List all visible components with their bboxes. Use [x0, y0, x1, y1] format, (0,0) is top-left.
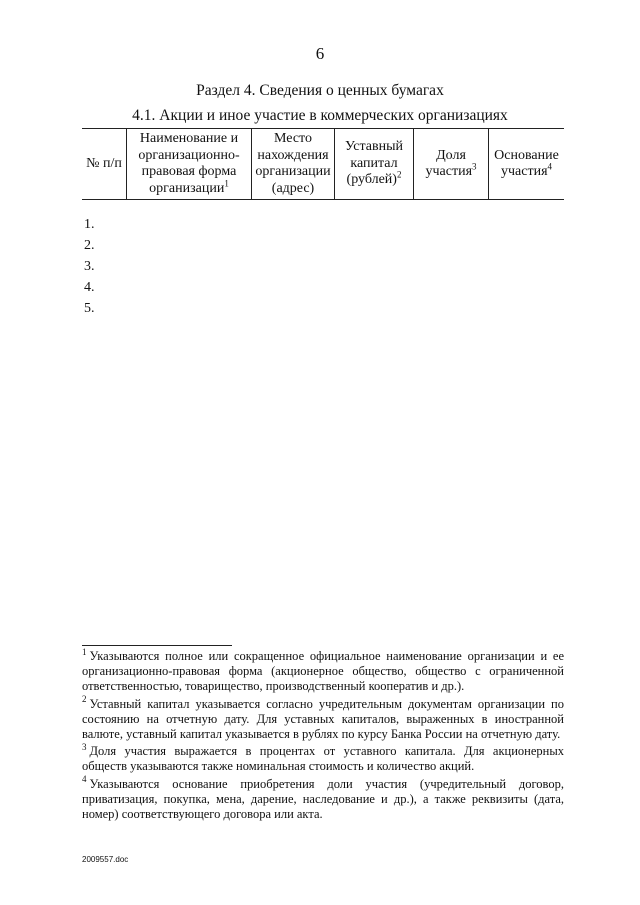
section-title: Раздел 4. Сведения о ценных бумагах	[196, 82, 444, 99]
shares-table	[82, 128, 564, 200]
footnote-ref-1: 1	[224, 177, 229, 188]
table-row: 4.	[84, 280, 95, 295]
footnote-ref-2: 2	[396, 169, 402, 180]
header-organization-name: Наименование и организационно-правовая форма организации$^1$	[127, 129, 252, 200]
table-row: 2.	[84, 238, 95, 253]
header-basis: Основание участия$^4$	[489, 129, 565, 200]
footnote-divider	[82, 645, 232, 646]
table-row: 5.	[84, 301, 95, 316]
footnote-ref-3: 3	[472, 161, 477, 172]
table-row: 1.	[84, 217, 95, 232]
header-capital: Уставный капитал (рублей)$^2$	[335, 129, 414, 200]
header-share: Доля участия$^3$	[414, 129, 489, 200]
row-numbers	[84, 214, 95, 319]
header-number: № п/п	[82, 129, 127, 200]
subsection-title: 4.1. Акции и иное участие в коммерческих организациях	[132, 107, 508, 124]
header-location: Место нахождения организации (адрес)	[252, 129, 335, 200]
table-header-row	[82, 129, 564, 200]
footnote-3: $^3$ Доля участия выражается в процентах от уставного капитала. Для акционерных обществ указываются также номинальная стоимость и количество акций.	[82, 742, 564, 774]
footnotes	[82, 646, 564, 824]
document-id: 2009557.doc	[82, 855, 129, 864]
footnote-1: $^1$ Указываются полное или сокращенное официальное наименование организации и ее организационно-правовая форма (акционерное общество, общество с ограниченной ответственностью, товарищество, производственный кооператив и др.).	[82, 646, 564, 694]
footnote-4: $^4$ Указываются основание приобретения доли участия (учредительный договор, приватизация, покупка, мена, дарение, наследование и др.), а также реквизиты (дата, номер) соответствующего договора или акта.	[82, 774, 564, 822]
footnote-ref-4: 4	[547, 161, 553, 172]
table-row: 3.	[84, 259, 95, 274]
page-number: 6	[315, 44, 325, 63]
footnote-2: $^2$ Уставный капитал указывается согласно учредительным документам организации по состоянию на отчетную дату. Для уставных капиталов, выраженных в иностранной валюте, уставный капитал указывается в рублях по курсу Банка России на отчетную дату.	[82, 694, 564, 742]
